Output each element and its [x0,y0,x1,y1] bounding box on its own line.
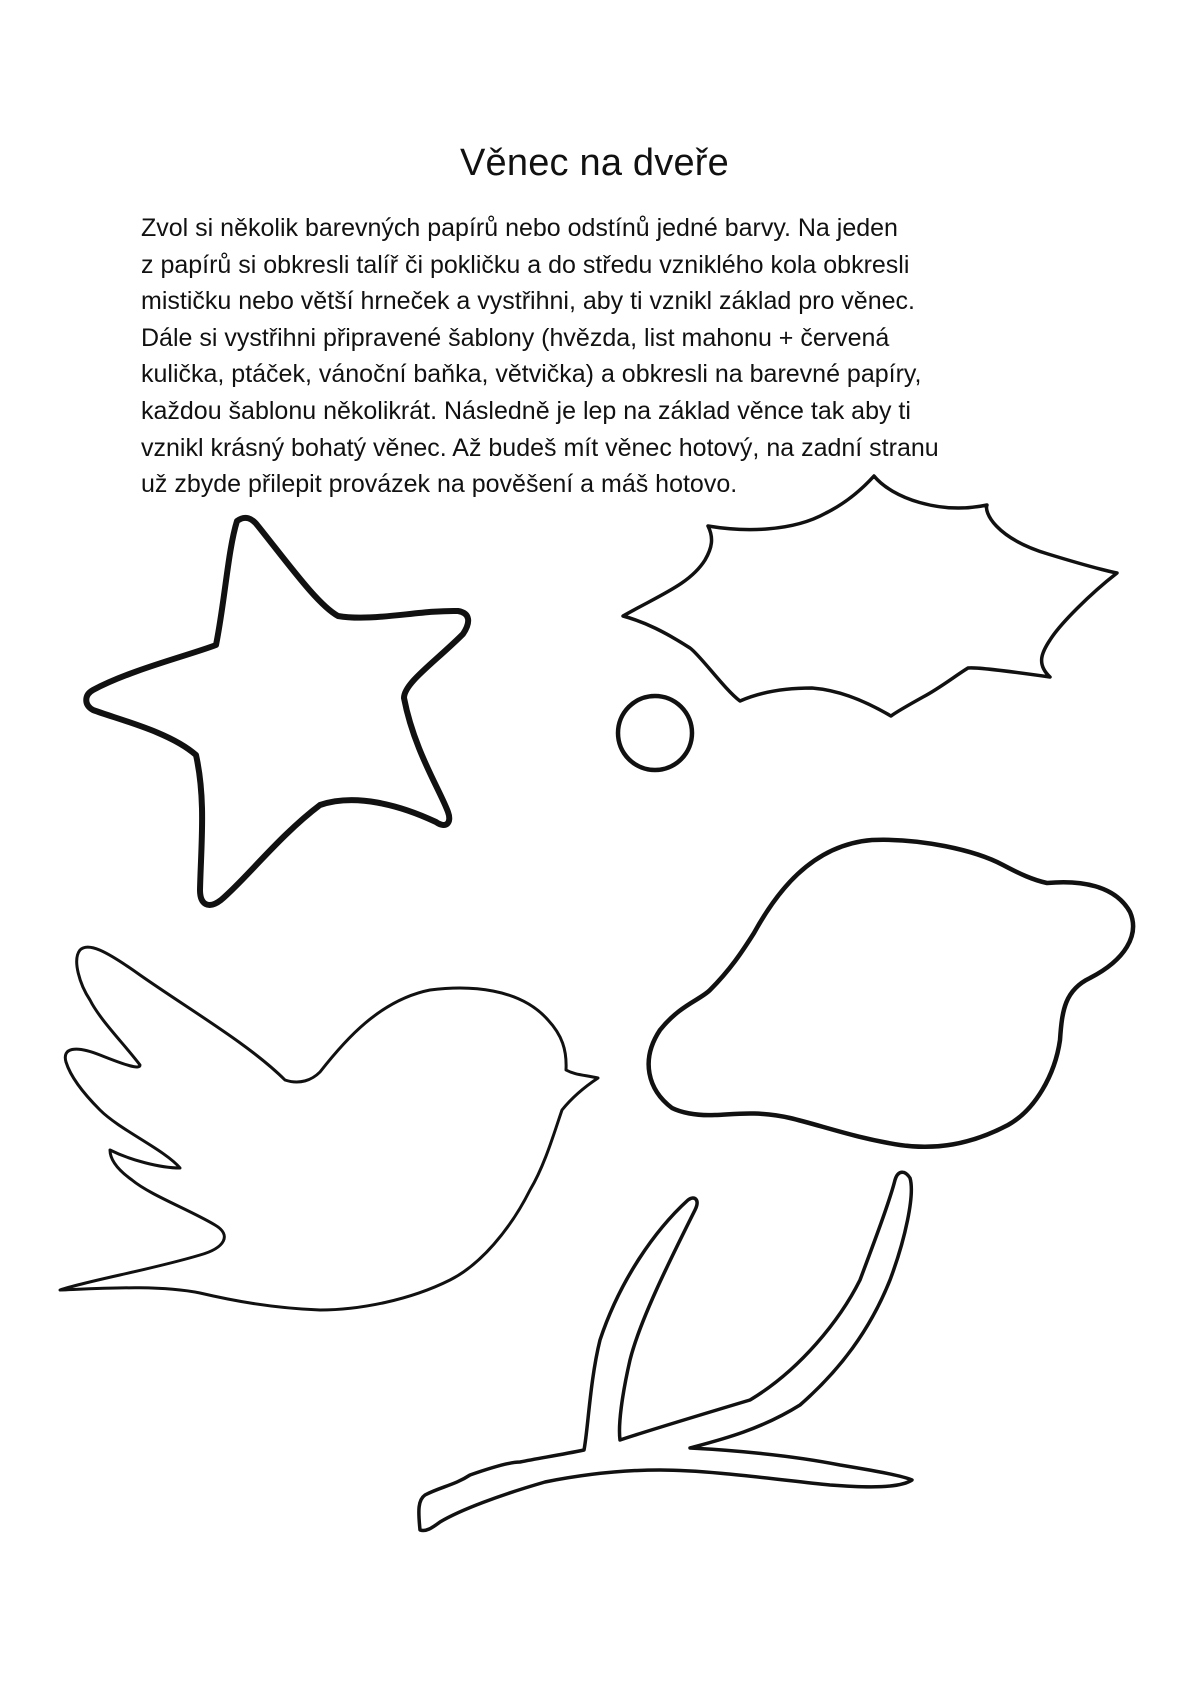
page-title: Věnec na dveře [460,142,729,184]
instructions-line: Dále si vystřihni připravené šablony (hvězda, list mahonu + červená [141,323,890,352]
instructions-line: vznikl krásný bohatý věnec. Až budeš mít věnec hotový, na zadní stranu [141,433,939,462]
instructions-line: mističku nebo větší hrneček a vystřihni, aby ti vznikl základ pro věnec. [141,287,915,316]
instructions-line: Zvol si několik barevných papírů nebo odstínů jedné barvy. Na jeden [141,214,898,242]
berry-icon [618,696,692,770]
twig-icon [419,1172,912,1530]
instructions-line: už zbyde přilepit provázek na pověšení a máš hotovo. [141,470,738,499]
instructions-line: z papírů si obkresli talíř či pokličku a do středu vzniklého kola obkresli [141,250,910,279]
instructions-line: kulička, ptáček, vánoční baňka, větvička) a obkresli na barevné papíry, [141,360,922,389]
instructions-line: každou šablonu několikrát. Následně je lep na základ věnce tak aby ti [141,396,911,425]
holly-leaf-icon [623,476,1117,716]
christmas-bauble-icon [649,840,1133,1147]
bird-icon [60,947,598,1310]
star-icon [86,518,468,905]
